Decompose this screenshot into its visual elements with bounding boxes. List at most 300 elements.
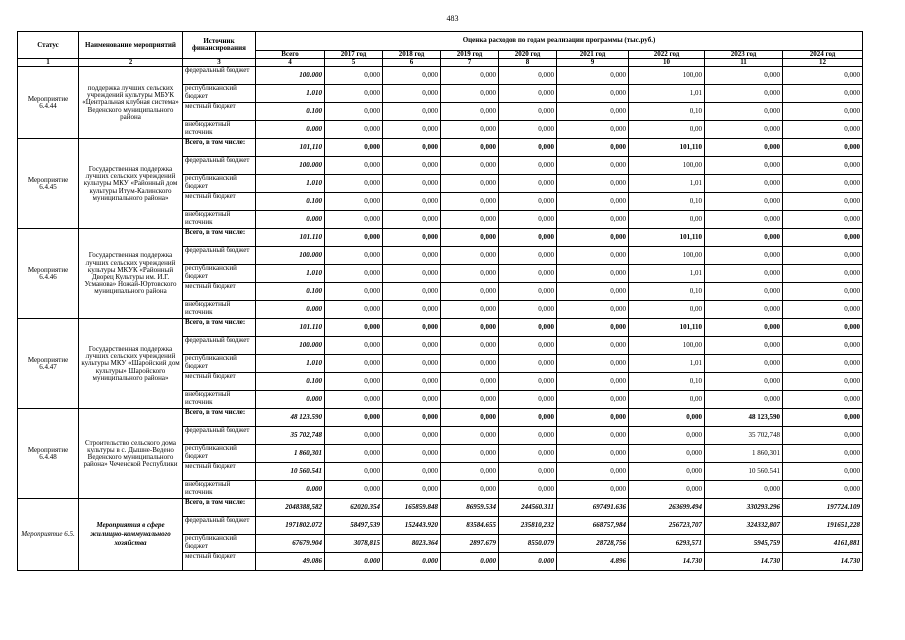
year-value-cell: 0,000 [325, 103, 383, 121]
year-value-cell: 0,000 [783, 463, 863, 481]
measure-name-cell: Государственная поддержка лучших сельских учреждений культуры МКУ «Районный дом культуры Итум-Калинского муниципального района» [79, 139, 183, 229]
total-value-cell: 0.100 [256, 373, 325, 391]
year-value-cell: 0,000 [325, 445, 383, 463]
year-value-cell: 0,000 [499, 409, 557, 427]
year-value-cell: 0,000 [557, 409, 629, 427]
year-value-cell: 0,000 [499, 445, 557, 463]
funding-source-cell: местный бюджет [183, 193, 256, 211]
funding-source-cell: федеральный бюджет [183, 517, 256, 535]
year-value-cell: 0,000 [705, 391, 783, 409]
year-value-cell: 0,000 [783, 121, 863, 139]
year-value-cell: 0,000 [499, 391, 557, 409]
table-row [18, 499, 863, 517]
year-value-cell: 0,000 [441, 211, 499, 229]
funding-source-cell: республиканский бюджет [183, 265, 256, 283]
year-value-cell: 0.000 [325, 553, 383, 571]
year-value-cell: 0,000 [705, 301, 783, 319]
year-value-cell: 0,000 [325, 319, 383, 337]
year-value-cell: 0,000 [499, 103, 557, 121]
year-value-cell: 0,000 [441, 391, 499, 409]
year-value-cell: 0,000 [499, 337, 557, 355]
funding-source-cell: Всего, в том числе: [183, 319, 256, 337]
year-value-cell: 0,000 [383, 193, 441, 211]
total-value-cell: 1.010 [256, 265, 325, 283]
year-value-cell: 0,000 [441, 85, 499, 103]
year-value-cell: 697491.636 [557, 499, 629, 517]
year-value-cell: 0,000 [383, 481, 441, 499]
year-value-cell: 0,000 [441, 319, 499, 337]
funding-source-cell: республиканский бюджет [183, 175, 256, 193]
total-value-cell: 2048388,582 [256, 499, 325, 517]
year-value-cell: 0,000 [499, 175, 557, 193]
year-value-cell: 0,000 [383, 139, 441, 157]
year-value-cell: 0,000 [325, 67, 383, 85]
year-value-cell: 0,000 [705, 121, 783, 139]
year-value-cell: 0,000 [499, 67, 557, 85]
funding-source-cell: внебюджетный источник [183, 391, 256, 409]
year-value-cell: 0,000 [383, 319, 441, 337]
column-number: 3 [183, 59, 256, 67]
total-value-cell: 0.000 [256, 301, 325, 319]
year-value-cell: 1,01 [629, 175, 705, 193]
year-value-cell: 0,000 [705, 247, 783, 265]
year-value-cell: 0,000 [783, 139, 863, 157]
year-value-cell: 0,000 [383, 373, 441, 391]
year-value-cell: 244560.311 [499, 499, 557, 517]
total-value-cell: 48 123.590 [256, 409, 325, 427]
year-value-cell: 28728,756 [557, 535, 629, 553]
total-value-cell: 100.000 [256, 337, 325, 355]
year-value-cell: 100,00 [629, 67, 705, 85]
year-value-cell: 0,000 [325, 265, 383, 283]
column-number: 11 [705, 59, 783, 67]
year-value-cell: 1,01 [629, 85, 705, 103]
year-value-cell: 0,000 [499, 265, 557, 283]
year-value-cell: 0,000 [383, 301, 441, 319]
year-value-cell: 0,000 [783, 247, 863, 265]
measure-name-cell: Мероприятия в сфере жилищно-коммунального хозяйства [79, 499, 183, 571]
year-value-cell: 0,000 [499, 85, 557, 103]
total-value-cell: 1971802.072 [256, 517, 325, 535]
column-number: 2 [79, 59, 183, 67]
year-value-cell: 0,000 [557, 211, 629, 229]
year-value-cell: 0,000 [629, 427, 705, 445]
header-year: 2022 год [629, 51, 705, 59]
funding-source-cell: Всего, в том числе: [183, 229, 256, 247]
year-value-cell: 0,000 [705, 85, 783, 103]
year-value-cell: 0,000 [325, 157, 383, 175]
column-number: 7 [441, 59, 499, 67]
total-value-cell: 35 702,748 [256, 427, 325, 445]
year-value-cell: 263699.494 [629, 499, 705, 517]
year-value-cell: 0,000 [557, 103, 629, 121]
year-value-cell: 0,000 [441, 445, 499, 463]
total-value-cell: 100.000 [256, 67, 325, 85]
year-value-cell: 0,000 [557, 373, 629, 391]
column-number: 5 [325, 59, 383, 67]
header-year: 2019 год [441, 51, 499, 59]
year-value-cell: 0,000 [383, 67, 441, 85]
year-value-cell: 0,000 [557, 481, 629, 499]
header-year: 2024 год [783, 51, 863, 59]
funding-source-cell: республиканский бюджет [183, 445, 256, 463]
year-value-cell: 0.000 [441, 553, 499, 571]
year-value-cell: 0,000 [325, 463, 383, 481]
year-value-cell: 0,000 [441, 121, 499, 139]
funding-source-cell: федеральный бюджет [183, 427, 256, 445]
funding-source-cell: местный бюджет [183, 103, 256, 121]
status-cell: Мероприятие 6.4.44 [18, 67, 79, 139]
year-value-cell: 0,000 [499, 481, 557, 499]
year-value-cell: 256723,707 [629, 517, 705, 535]
year-value-cell: 0,000 [325, 121, 383, 139]
year-value-cell: 0,000 [705, 319, 783, 337]
year-value-cell: 0,000 [499, 283, 557, 301]
year-value-cell: 0,000 [783, 193, 863, 211]
year-value-cell: 0,000 [783, 427, 863, 445]
year-value-cell: 0,000 [325, 139, 383, 157]
total-value-cell: 0.000 [256, 391, 325, 409]
year-value-cell: 0,000 [383, 427, 441, 445]
year-value-cell: 0,000 [325, 481, 383, 499]
year-value-cell: 0,000 [557, 229, 629, 247]
year-value-cell: 0,000 [783, 319, 863, 337]
year-value-cell: 0,000 [705, 481, 783, 499]
header-year: 2018 год [383, 51, 441, 59]
year-value-cell: 235810,232 [499, 517, 557, 535]
measure-name-cell: поддержка лучших сельских учреждений культуры МБУК «Центральная клубная система» Веденского муниципального района [79, 67, 183, 139]
year-value-cell: 0,000 [383, 283, 441, 301]
year-value-cell: 0,000 [557, 319, 629, 337]
year-value-cell: 100,00 [629, 247, 705, 265]
year-value-cell: 0,000 [383, 211, 441, 229]
page-number: 483 [446, 14, 459, 23]
year-value-cell: 0,00 [629, 301, 705, 319]
year-value-cell: 5945,759 [705, 535, 783, 553]
year-value-cell: 0,000 [325, 193, 383, 211]
year-value-cell: 668757,984 [557, 517, 629, 535]
year-value-cell: 0,000 [325, 427, 383, 445]
funding-source-cell: внебюджетный источник [183, 481, 256, 499]
year-value-cell: 152443.920 [383, 517, 441, 535]
total-value-cell: 49.086 [256, 553, 325, 571]
year-value-cell: 0,000 [441, 229, 499, 247]
year-value-cell: 0,000 [441, 355, 499, 373]
funding-source-cell: республиканский бюджет [183, 85, 256, 103]
total-value-cell: 0.100 [256, 283, 325, 301]
year-value-cell: 8550.079 [499, 535, 557, 553]
year-value-cell: 0,000 [557, 67, 629, 85]
year-value-cell: 0,00 [629, 121, 705, 139]
measure-name-cell: Строительство сельского дома культуры в с. Дышне-Ведено Веденского муниципального района» Чеченской Республики [79, 409, 183, 499]
year-value-cell: 0,000 [783, 175, 863, 193]
year-value-cell: 1 860,301 [705, 445, 783, 463]
header-total: Всего [256, 51, 325, 59]
year-value-cell: 0,000 [557, 427, 629, 445]
year-value-cell: 2897.679 [441, 535, 499, 553]
column-number: 6 [383, 59, 441, 67]
year-value-cell: 0,000 [383, 355, 441, 373]
year-value-cell: 14.730 [705, 553, 783, 571]
year-value-cell: 0,000 [499, 319, 557, 337]
year-value-cell: 0,000 [557, 175, 629, 193]
year-value-cell: 0,000 [325, 175, 383, 193]
year-value-cell: 0,000 [557, 265, 629, 283]
column-numbers-row [18, 59, 863, 67]
year-value-cell: 0,000 [557, 283, 629, 301]
status-cell: Мероприятие 6.5. [18, 499, 79, 571]
year-value-cell: 0,000 [783, 481, 863, 499]
year-value-cell: 0,000 [441, 301, 499, 319]
year-value-cell: 0,000 [783, 103, 863, 121]
year-value-cell: 0,000 [705, 337, 783, 355]
year-value-cell: 0,000 [705, 157, 783, 175]
year-value-cell: 0,000 [325, 85, 383, 103]
header-status: Статус [18, 32, 79, 59]
total-value-cell: 100.000 [256, 157, 325, 175]
year-value-cell: 0,000 [499, 355, 557, 373]
year-value-cell: 0,000 [783, 373, 863, 391]
year-value-cell: 0,000 [383, 445, 441, 463]
funding-source-cell: республиканский бюджет [183, 535, 256, 553]
year-value-cell: 86959.534 [441, 499, 499, 517]
year-value-cell: 0,000 [557, 445, 629, 463]
year-value-cell: 0,000 [441, 409, 499, 427]
year-value-cell: 101,110 [629, 229, 705, 247]
year-value-cell: 0,000 [629, 463, 705, 481]
year-value-cell: 0,000 [325, 211, 383, 229]
measure-name-cell: Государственная поддержка лучших сельских учреждений культуры МКУ «Шаройский дом культуры» Шаройского муниципального района» [79, 319, 183, 409]
year-value-cell: 6293,571 [629, 535, 705, 553]
year-value-cell: 0,000 [383, 175, 441, 193]
year-value-cell: 0,10 [629, 373, 705, 391]
year-value-cell: 0,000 [383, 265, 441, 283]
year-value-cell: 0,10 [629, 103, 705, 121]
year-value-cell: 1,01 [629, 355, 705, 373]
year-value-cell: 0,000 [441, 265, 499, 283]
table-row [18, 229, 863, 247]
column-number: 8 [499, 59, 557, 67]
year-value-cell: 0,000 [325, 355, 383, 373]
table-row [18, 319, 863, 337]
funding-source-cell: Всего, в том числе: [183, 499, 256, 517]
year-value-cell: 0,000 [557, 139, 629, 157]
year-value-cell: 62020.354 [325, 499, 383, 517]
column-number: 10 [629, 59, 705, 67]
year-value-cell: 0,000 [783, 445, 863, 463]
year-value-cell: 0,000 [557, 463, 629, 481]
year-value-cell: 0,000 [441, 283, 499, 301]
year-value-cell: 0,000 [557, 301, 629, 319]
year-value-cell: 0,000 [705, 283, 783, 301]
column-number: 4 [256, 59, 325, 67]
status-cell: Мероприятие 6.4.47 [18, 319, 79, 409]
funding-source-cell: федеральный бюджет [183, 337, 256, 355]
year-value-cell: 0,000 [705, 139, 783, 157]
year-value-cell: 0,000 [783, 391, 863, 409]
total-value-cell: 0.000 [256, 121, 325, 139]
year-value-cell: 10 560.541 [705, 463, 783, 481]
funding-source-cell: местный бюджет [183, 283, 256, 301]
total-value-cell: 0.100 [256, 103, 325, 121]
year-value-cell: 1,01 [629, 265, 705, 283]
year-value-cell: 0,000 [557, 391, 629, 409]
year-value-cell: 0,10 [629, 193, 705, 211]
status-cell: Мероприятие 6.4.45 [18, 139, 79, 229]
year-value-cell: 0,000 [383, 157, 441, 175]
table-row [18, 409, 863, 427]
year-value-cell: 35 702,748 [705, 427, 783, 445]
year-value-cell: 0,000 [441, 193, 499, 211]
year-value-cell: 0,000 [499, 193, 557, 211]
funding-source-cell: федеральный бюджет [183, 67, 256, 85]
header-source: Источник финансирования [183, 32, 256, 59]
total-value-cell: 101.110 [256, 229, 325, 247]
year-value-cell: 0,000 [383, 409, 441, 427]
year-value-cell: 0,000 [325, 373, 383, 391]
year-value-cell: 0,000 [325, 229, 383, 247]
year-value-cell: 0,000 [557, 337, 629, 355]
year-value-cell: 58497,539 [325, 517, 383, 535]
year-value-cell: 0,000 [325, 301, 383, 319]
year-value-cell: 0,000 [499, 373, 557, 391]
year-value-cell: 0,000 [499, 463, 557, 481]
funding-source-cell: внебюджетный источник [183, 121, 256, 139]
year-value-cell: 0,000 [325, 247, 383, 265]
year-value-cell: 0,000 [383, 337, 441, 355]
funding-source-cell: федеральный бюджет [183, 157, 256, 175]
column-number: 9 [557, 59, 629, 67]
year-value-cell: 3078,815 [325, 535, 383, 553]
year-value-cell: 0,000 [499, 139, 557, 157]
year-value-cell: 0,000 [499, 121, 557, 139]
year-value-cell: 4.896 [557, 553, 629, 571]
funding-source-cell: федеральный бюджет [183, 247, 256, 265]
header-estimate: Оценка расходов по годам реализации программы (тыс.руб.) [256, 32, 863, 51]
year-value-cell: 0,00 [629, 391, 705, 409]
year-value-cell: 0,000 [629, 409, 705, 427]
year-value-cell: 0,000 [705, 211, 783, 229]
year-value-cell: 0,000 [705, 193, 783, 211]
year-value-cell: 0,000 [557, 247, 629, 265]
year-value-cell: 0.000 [499, 553, 557, 571]
year-value-cell: 0,000 [705, 175, 783, 193]
year-value-cell: 0,000 [705, 265, 783, 283]
year-value-cell: 0,000 [557, 85, 629, 103]
year-value-cell: 0,000 [325, 391, 383, 409]
year-value-cell: 165859.848 [383, 499, 441, 517]
total-value-cell: 1.010 [256, 175, 325, 193]
total-value-cell: 100.000 [256, 247, 325, 265]
year-value-cell: 0,000 [441, 373, 499, 391]
year-value-cell: 0,000 [783, 355, 863, 373]
measure-name-cell: Государственная поддержка лучших сельских учреждений культуры МКУК «Районный Дворец Культуры им. И.Г. Усманова» Ножай-Юртовского муниципального района [79, 229, 183, 319]
year-value-cell: 0,000 [383, 229, 441, 247]
year-value-cell: 0,000 [383, 463, 441, 481]
year-value-cell: 0,000 [441, 139, 499, 157]
total-value-cell: 1.010 [256, 355, 325, 373]
year-value-cell: 101,110 [629, 319, 705, 337]
year-value-cell: 0,000 [441, 247, 499, 265]
funding-source-cell: местный бюджет [183, 373, 256, 391]
year-value-cell: 0,000 [783, 229, 863, 247]
year-value-cell: 0,000 [557, 157, 629, 175]
expense-table [17, 31, 863, 571]
year-value-cell: 0,000 [383, 391, 441, 409]
year-value-cell: 0,000 [325, 283, 383, 301]
year-value-cell: 0,000 [441, 175, 499, 193]
year-value-cell: 0,000 [629, 481, 705, 499]
year-value-cell: 0,000 [325, 409, 383, 427]
year-value-cell: 0,000 [783, 265, 863, 283]
funding-source-cell: внебюджетный источник [183, 301, 256, 319]
year-value-cell: 101,110 [629, 139, 705, 157]
header-name: Наименование мероприятий [79, 32, 183, 59]
year-value-cell: 0,000 [705, 355, 783, 373]
year-value-cell: 100,00 [629, 337, 705, 355]
total-value-cell: 1 860,301 [256, 445, 325, 463]
total-value-cell: 0.000 [256, 211, 325, 229]
column-number: 12 [783, 59, 863, 67]
year-value-cell: 0,000 [629, 445, 705, 463]
year-value-cell: 0,000 [499, 247, 557, 265]
funding-source-cell: местный бюджет [183, 463, 256, 481]
year-value-cell: 197724.109 [783, 499, 863, 517]
year-value-cell: 0,000 [499, 427, 557, 445]
year-value-cell: 100,00 [629, 157, 705, 175]
year-value-cell: 0,000 [441, 337, 499, 355]
year-value-cell: 0,000 [441, 103, 499, 121]
year-value-cell: 330293.296 [705, 499, 783, 517]
year-value-cell: 0,000 [383, 121, 441, 139]
year-value-cell: 0,000 [705, 67, 783, 85]
year-value-cell: 0,000 [499, 229, 557, 247]
year-value-cell: 0,000 [441, 67, 499, 85]
funding-source-cell: Всего, в том числе: [183, 409, 256, 427]
year-value-cell: 0,10 [629, 283, 705, 301]
year-value-cell: 0,000 [705, 229, 783, 247]
year-value-cell: 0,000 [783, 283, 863, 301]
header-year: 2020 год [499, 51, 557, 59]
funding-source-cell: республиканский бюджет [183, 355, 256, 373]
year-value-cell: 0,000 [783, 85, 863, 103]
table-row [18, 67, 863, 85]
header-year: 2017 год [325, 51, 383, 59]
year-value-cell: 0,000 [783, 67, 863, 85]
year-value-cell: 8023.364 [383, 535, 441, 553]
year-value-cell: 14.730 [629, 553, 705, 571]
total-value-cell: 10 560.541 [256, 463, 325, 481]
year-value-cell: 0,000 [783, 409, 863, 427]
year-value-cell: 0,000 [783, 301, 863, 319]
table-row [18, 139, 863, 157]
year-value-cell: 0,000 [557, 121, 629, 139]
year-value-cell: 0,000 [441, 463, 499, 481]
year-value-cell: 0,000 [383, 247, 441, 265]
year-value-cell: 0,000 [783, 337, 863, 355]
header-year: 2021 год [557, 51, 629, 59]
total-value-cell: 101,110 [256, 139, 325, 157]
year-value-cell: 0.000 [383, 553, 441, 571]
year-value-cell: 0,000 [383, 103, 441, 121]
year-value-cell: 0,000 [441, 157, 499, 175]
year-value-cell: 324332,807 [705, 517, 783, 535]
year-value-cell: 0,000 [783, 157, 863, 175]
status-cell: Мероприятие 6.4.48 [18, 409, 79, 499]
year-value-cell: 191651,228 [783, 517, 863, 535]
status-cell: Мероприятие 6.4.46 [18, 229, 79, 319]
year-value-cell: 0,000 [441, 481, 499, 499]
